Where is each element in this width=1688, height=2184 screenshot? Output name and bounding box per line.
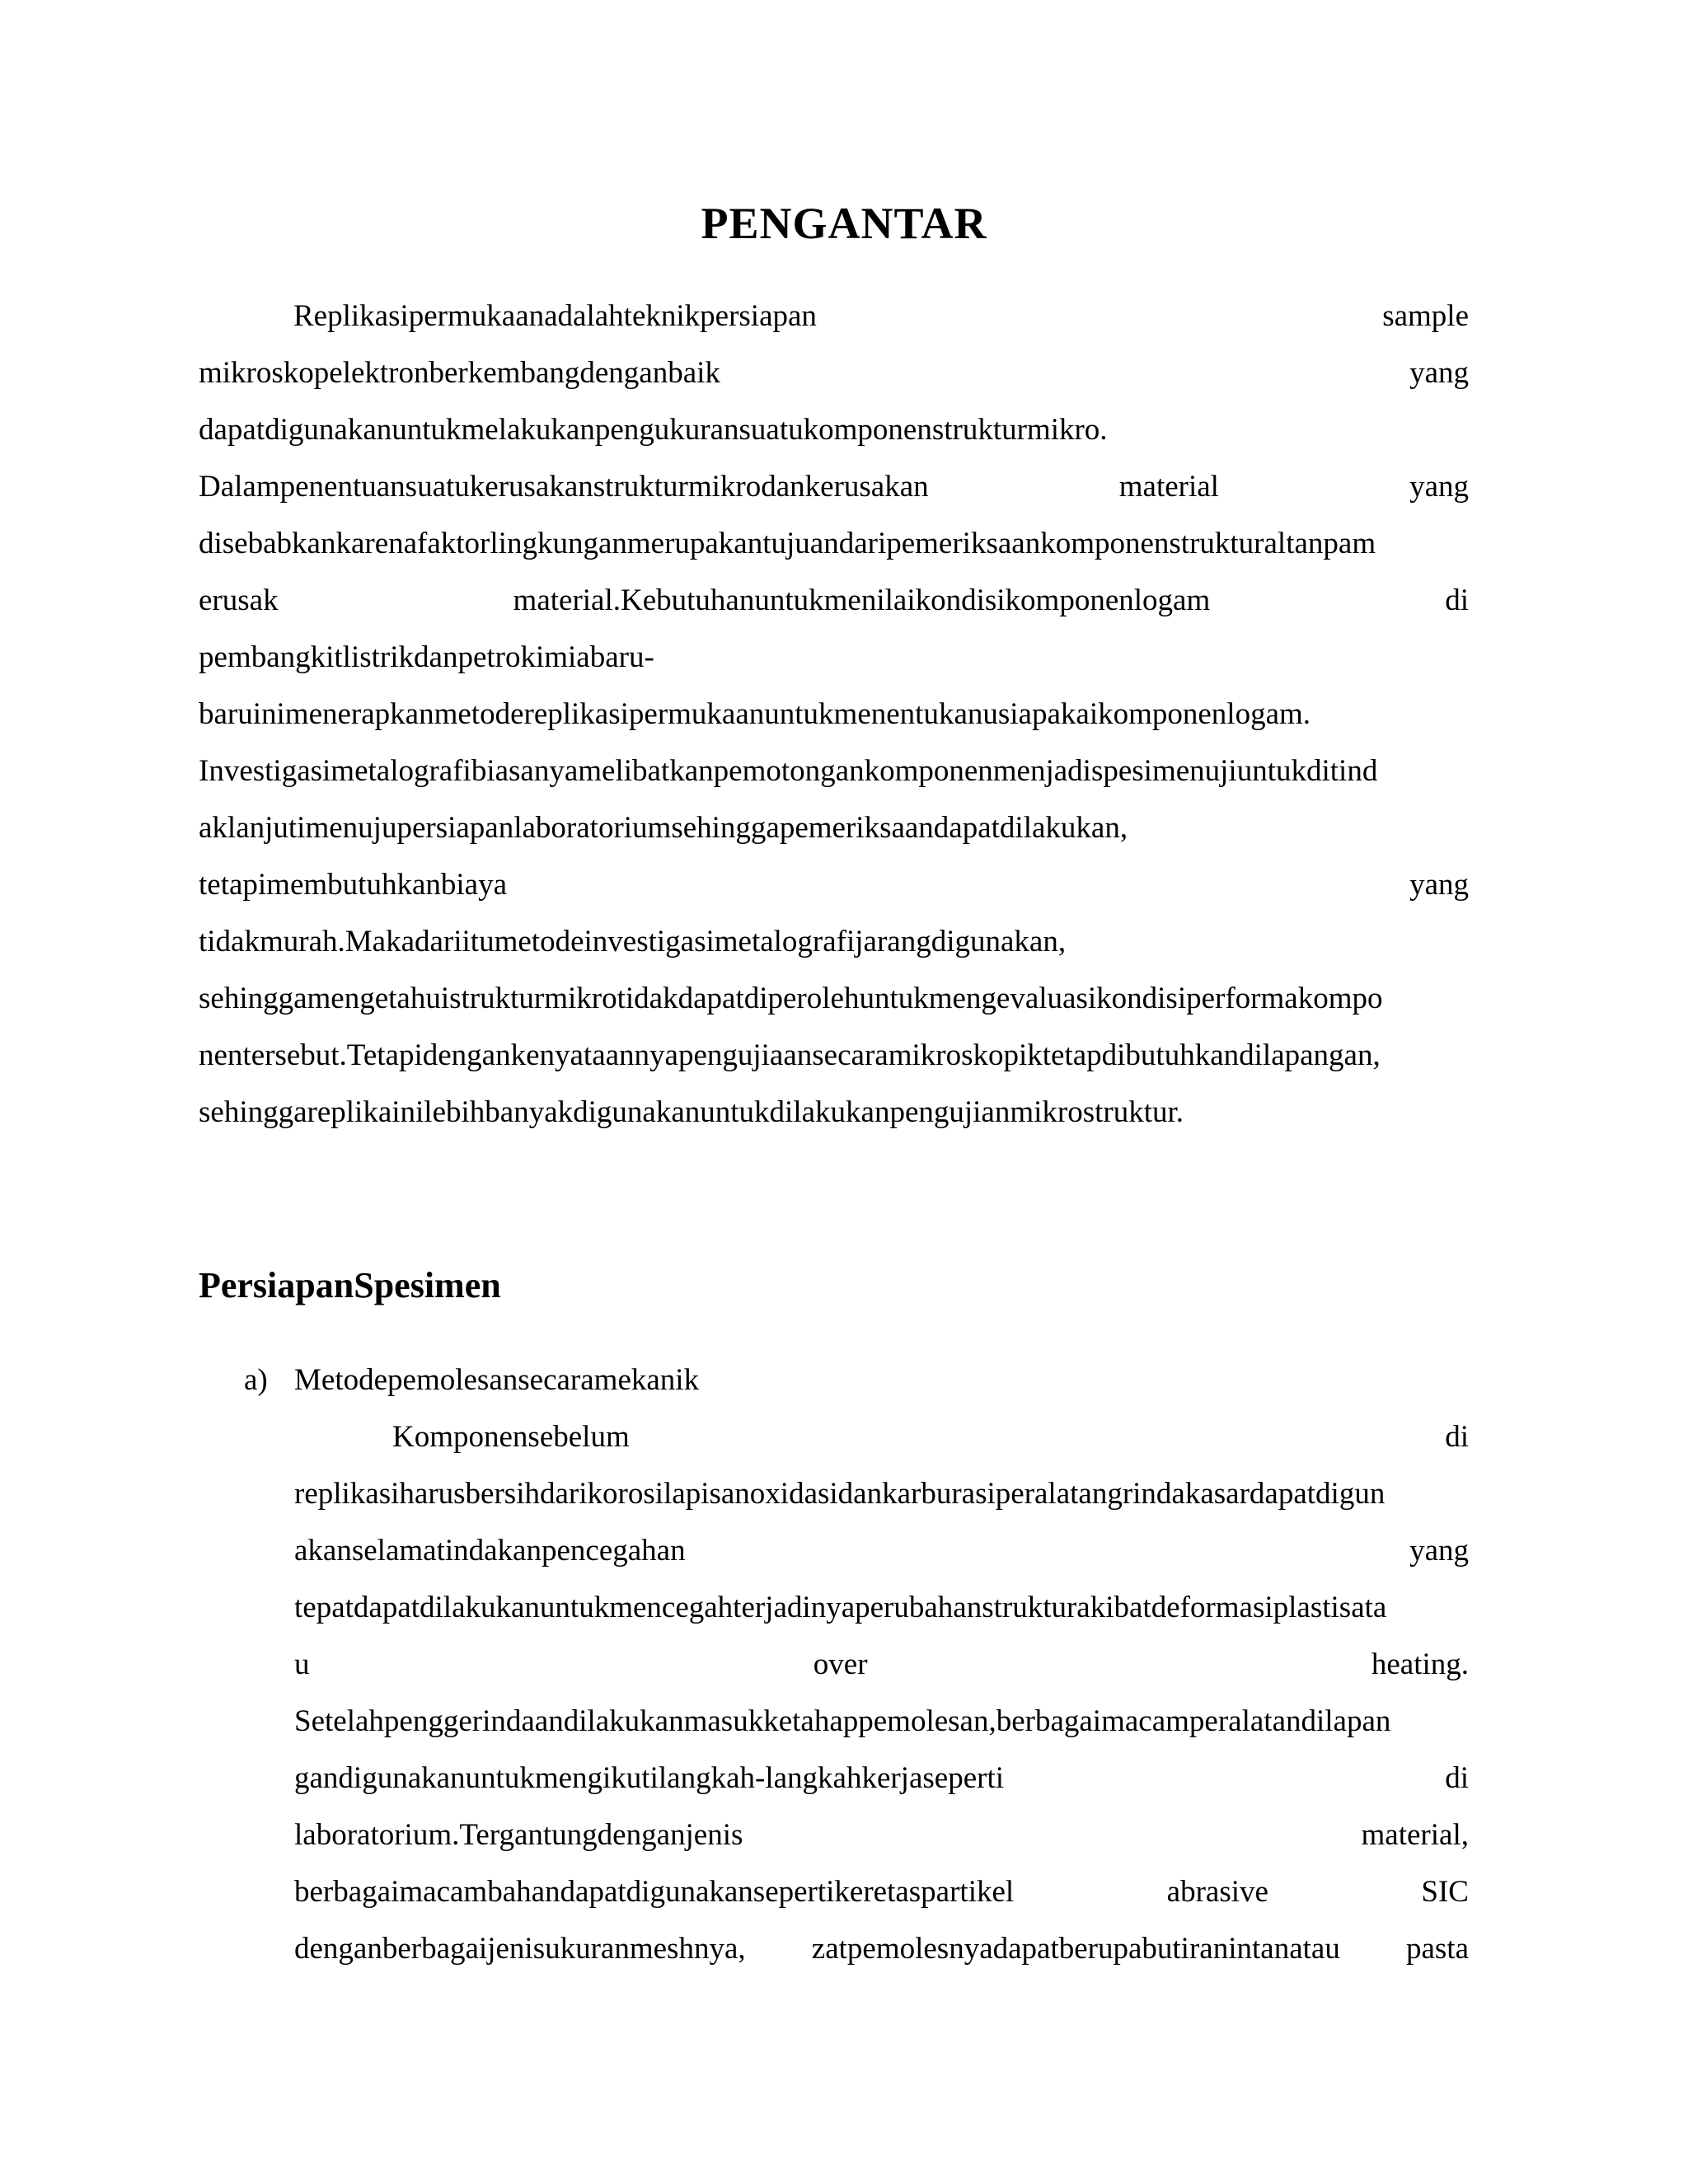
text-line (199, 751, 1469, 792)
text-segment: laboratorium.Tergantungdenganjenis (294, 1818, 743, 1852)
text-segment: yang (1409, 1534, 1469, 1568)
text-segment: material, (1361, 1818, 1469, 1852)
text-segment: u (294, 1647, 310, 1681)
text-line (199, 466, 1469, 508)
text-segment: pembangkitlistrikdanpetrokimiabaru- (199, 640, 654, 674)
text-segment: Komponensebelum (392, 1420, 630, 1454)
text-line (294, 1474, 1469, 1515)
text-line (199, 410, 1469, 451)
text-line (199, 523, 1469, 565)
text-segment: replikasiharusbersihdarikorosilapisanoxidasidankarburasiperalatangrindakasardapatdigun (294, 1477, 1386, 1511)
text-line (199, 637, 1469, 678)
text-segment: dapatdigunakanuntukmelakukanpengukuransuatukomponenstrukturmikro. (199, 413, 1108, 447)
page-title: PENGANTAR (701, 199, 987, 248)
text-segment: akanselamatindakanpencegahan (294, 1534, 686, 1568)
text-line (199, 921, 1469, 963)
text-line (199, 580, 1469, 621)
text-segment: tetapimembutuhkanbiaya (199, 868, 507, 902)
text-line (294, 1815, 1469, 1856)
text-segment: di (1445, 1761, 1469, 1795)
text-segment: yang (1409, 356, 1469, 390)
text-segment: nentersebut.Tetapidengankenyataannyapengujiaansecaramikroskopiktetapdibutuhkandilapangan, (199, 1038, 1381, 1072)
text-segment: gandigunakanuntukmengikutilangkah-langkahkerjaseperti (294, 1761, 1005, 1795)
text-line (199, 1092, 1469, 1133)
section-heading: PersiapanSpesimen (199, 1265, 501, 1305)
text-segment: SIC (1421, 1875, 1469, 1909)
text-line (294, 1644, 1469, 1685)
text-line (294, 1872, 1469, 1913)
text-segment: Dalampenentuansuatukerusakanstrukturmikrodankerusakan (199, 470, 929, 504)
list-item-title: Metodepemolesansecaramekanik (294, 1363, 700, 1397)
text-line (199, 694, 1469, 735)
text-segment: heating. (1371, 1647, 1469, 1681)
text-line (294, 1701, 1469, 1742)
text-segment: baruinimenerapkanmetodereplikasipermukaanuntukmenentukanusiapakaikomponenlogam. (199, 697, 1311, 731)
text-line (294, 1929, 1469, 1970)
text-segment: zatpemolesnyadapatberupabutiranintanatau (811, 1932, 1340, 1966)
text-segment: sehinggareplikainilebihbanyakdigunakanuntukdilakukanpengujianmikrostruktur. (199, 1095, 1184, 1129)
text-line (199, 808, 1469, 849)
text-line (294, 1758, 1469, 1799)
text-segment: over (813, 1647, 868, 1681)
text-line (199, 1035, 1469, 1076)
text-line (199, 353, 1469, 394)
text-line (293, 296, 1469, 337)
text-segment: sample (1382, 299, 1469, 333)
text-segment: material.Kebutuhanuntukmenilaikondisikomponenlogam (513, 583, 1211, 617)
text-segment: di (1445, 1420, 1469, 1454)
text-segment: berbagaimacambahandapatdigunakansepertikeretaspartikel (294, 1875, 1015, 1909)
text-segment: tepatdapatdilakukanuntukmencegahterjadinyaperubahanstrukturakibatdeformasiplastisata (294, 1591, 1387, 1624)
list-marker: a) (244, 1363, 268, 1397)
text-segment: abrasive (1166, 1875, 1268, 1909)
text-segment: Setelahpenggerindaandilakukanmasukketahappemolesan,berbagaimacamperalatandilapan (294, 1704, 1391, 1738)
text-line (199, 865, 1469, 906)
text-line (294, 1530, 1469, 1572)
text-segment: disebabkankarenafaktorlingkunganmerupakantujuandaripemeriksaankomponenstrukturaltanpam (199, 527, 1376, 560)
text-line (392, 1417, 1469, 1458)
text-segment: Investigasimetalografibiasanyamelibatkanpemotongankomponenmenjadispesimenujiuntukditind (199, 754, 1378, 788)
text-segment: di (1445, 583, 1469, 617)
text-segment: tidakmurah.Makadariitumetodeinvestigasimetalografijarangdigunakan, (199, 925, 1067, 958)
text-segment: aklanjutimenujupersiapanlaboratoriumsehinggapemeriksaandapatdilakukan, (199, 811, 1128, 845)
text-line (199, 978, 1469, 1019)
text-segment: yang (1409, 470, 1469, 504)
text-segment: material (1118, 470, 1219, 504)
text-segment: mikroskopelektronberkembangdenganbaik (199, 356, 720, 390)
text-segment: yang (1409, 868, 1469, 902)
text-line (294, 1587, 1469, 1629)
text-segment: sehinggamengetahuistrukturmikrotidakdapatdiperolehuntukmengevaluasikondisiperformakompo (199, 982, 1383, 1015)
text-segment: pasta (1405, 1932, 1469, 1966)
text-segment: denganberbagaijenisukuranmeshnya, (294, 1932, 746, 1966)
text-segment: erusak (199, 583, 279, 617)
text-segment: Replikasipermukaanadalahteknikpersiapan (293, 299, 817, 333)
